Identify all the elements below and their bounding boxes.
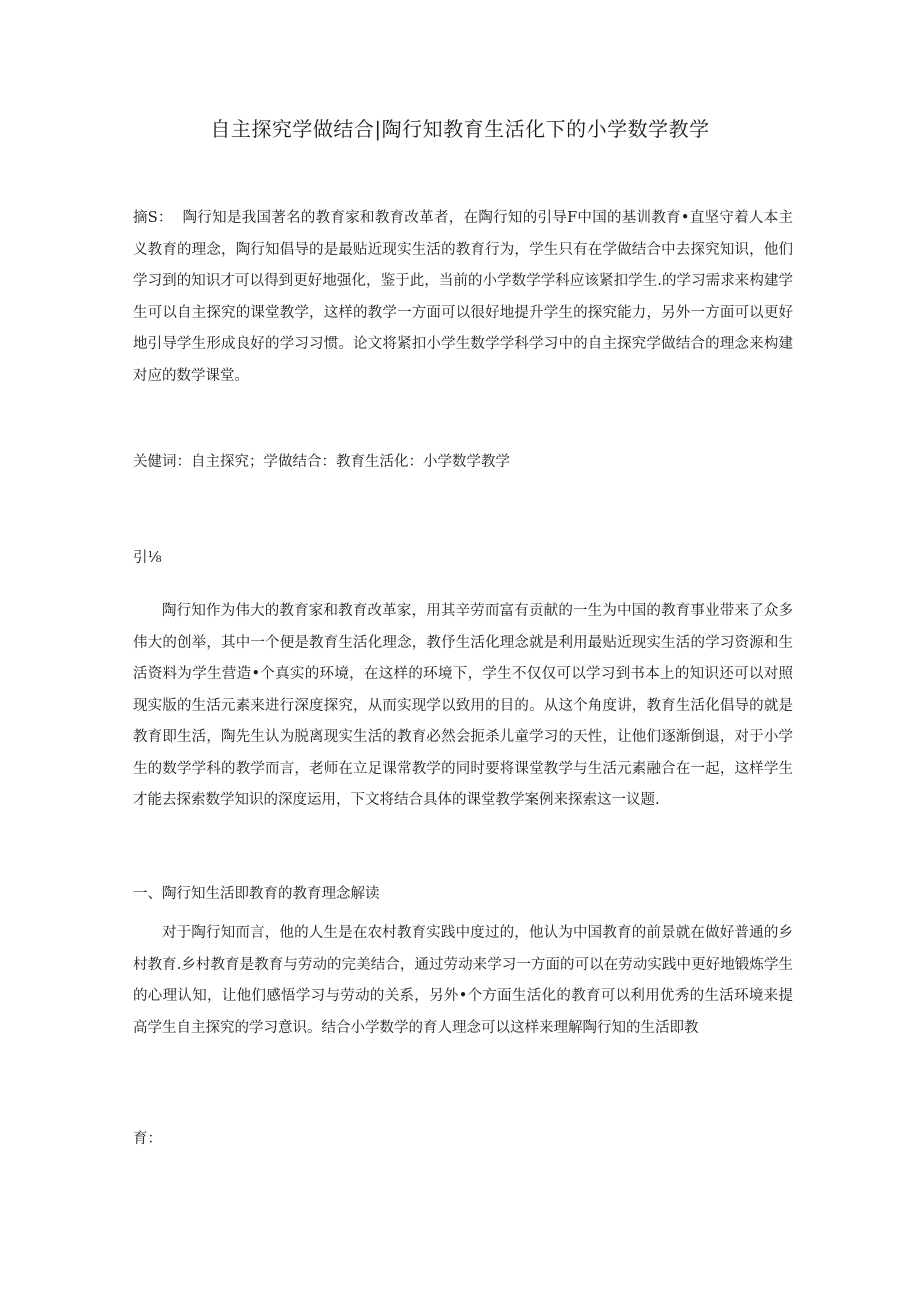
intro-paragraph: 陶行知作为伟大的教育家和教育改革家，用其辛劳而富有贡献的一生为中国的教育事业带来了众多伟大的创举，其中一个便是教育生活化理念，教伃生活化理念就是利用最贴近现实生活的学习资源和生活资料为学生营造•个真实的环境，在这样的环境下，学生不仅仅可以学习到书本上的知识还可以对照现实版的生活元素来进行深度探究，从而实现学以致用的目的。从这个角度讲，教育生活化倡导的就是教育即生活，陶先生认为脱离现实生活的教育必然会扼杀儿童学习的天性，让他们逐渐倒退，对于小学生的数学学科的教学而言，老师在立足课常教学的同时要将课堂教学与生活元素融合在一起，这样学生才能去探索数学知识的深度运用，下文将结合具体的课堂教学案例来探索这一议题. bbox=[133, 603, 793, 808]
intro-body bbox=[133, 596, 793, 817]
section1-heading-text: 一、陶行知生活即教育的教育理念解读 bbox=[133, 886, 380, 902]
keywords-label: 关健词： bbox=[133, 454, 191, 470]
section1-heading bbox=[133, 882, 793, 906]
intro-heading bbox=[133, 543, 793, 575]
keywords-line bbox=[133, 447, 793, 479]
keywords-text: 自主探究；学做结合：教育生活化：小学数学教学 bbox=[191, 454, 510, 470]
abstract-paragraph bbox=[133, 203, 793, 392]
section1-body bbox=[133, 918, 793, 1044]
keywords-block bbox=[133, 447, 793, 479]
abstract-label: 摘S： bbox=[133, 210, 173, 226]
document-title: 自主探究学做结合|陶行知教育生活化下的小学数学教学 bbox=[210, 117, 710, 141]
section1-continuation bbox=[133, 1124, 793, 1156]
section1-paragraph: 对于陶行知而言，他的人生是在农村教育实践中度过的，他认为中国教育的前景就在做好普通的乡村教育.乡村教育是教育与劳动的完美结合，通过劳动来学习一方面的可以在劳动实践中更好地锻炼学生的心理认知，让他们感悟学习与劳动的关系，另外•个方面生活化的教育可以利用优秀的生活环境来提高学生自主探究的学习意识。结合小学数学的育人理念可以这样来理解陶行知的生活即教 bbox=[133, 925, 793, 1036]
section1-continuation-text: 育： bbox=[133, 1131, 162, 1147]
abstract-block bbox=[133, 203, 793, 392]
intro-heading-text: 引⅛ bbox=[133, 550, 162, 566]
abstract-text: 陶行知是我国著名的教育家和教育改革者，在陶行知的引导F中国的基训教育•直坚守着人本主义教育的理念，陶行知倡导的是最贴近现实生活的教育行为，学生只有在学做结合中去探究知识，他们学习到的知识才可以得到更好地强化，鉴于此，当前的小学数学学科应该紧扣学生.的学习需求来构建学生可以自主探究的课堂教学，这样的教学一方面可以很好地提升学生的探究能力，另外一方面可以更好地引导学生形成良好的学习习惯。论文将紧扣小学生数学学科学习中的自主探究学做结合的理念来构建对应的数学课堂。 bbox=[133, 210, 793, 384]
